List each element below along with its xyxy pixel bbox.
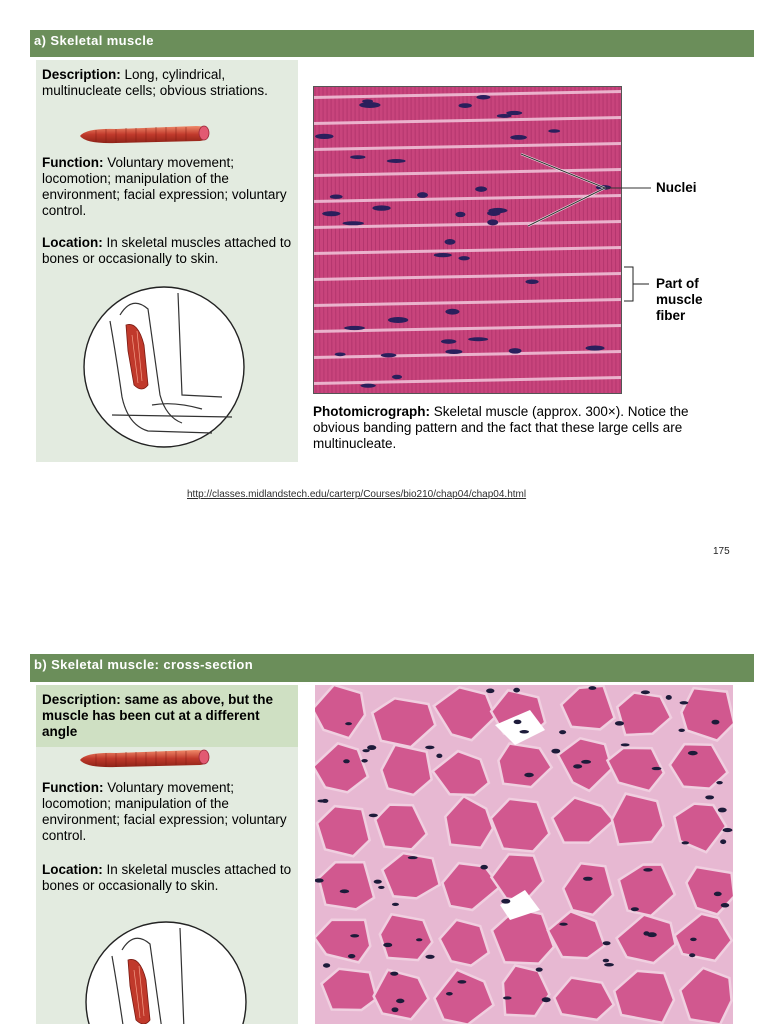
section-title: a) Skeletal muscle (34, 33, 154, 48)
location-block-b (42, 862, 292, 894)
section-header-skeletal-muscle (30, 30, 754, 57)
photomicrograph-cross-section (315, 685, 733, 1024)
location-text-b: In skeletal muscles attached to bones or occasionally to skin. (42, 862, 292, 893)
page-number: 175 (713, 546, 730, 557)
nuclei-pointer-lines (313, 86, 673, 394)
location-label: Location: (42, 235, 103, 250)
location-text: In skeletal muscles attached to bones or occasionally to skin. (42, 235, 292, 266)
description-label: Description: (42, 67, 121, 82)
label-muscle-fiber-line3: fiber (656, 308, 686, 323)
function-text-b: Voluntary movement; locomotion; manipulation of the environment; facial expression; voluntary control. (42, 780, 287, 843)
arm-illustration-b (84, 920, 248, 1024)
caption-text: Skeletal muscle (approx. 300×). Notice the obvious banding pattern and the fact that these large cells are multinucleate. (313, 404, 689, 451)
arm-illustration (82, 285, 246, 449)
label-muscle-fiber (656, 276, 736, 324)
photomicrograph-caption (313, 404, 713, 452)
function-block (42, 155, 297, 219)
location-label-b: Location: (42, 862, 103, 877)
function-text: Voluntary movement; locomotion; manipulation of the environment; facial expression; voluntary control. (42, 155, 287, 218)
section-title-b: b) Skeletal muscle: cross-section (34, 657, 254, 672)
label-muscle-fiber-line1: Part of (656, 276, 699, 291)
label-muscle-fiber-line2: muscle (656, 292, 703, 307)
section-header-cross-section (30, 654, 754, 682)
muscle-fiber-illustration-b (76, 744, 216, 772)
location-block (42, 235, 297, 267)
function-label-b: Function: (42, 780, 104, 795)
description-block-b (42, 692, 292, 740)
function-label: Function: (42, 155, 104, 170)
label-nuclei: Nuclei (656, 180, 697, 195)
description-text-b: Description: same as above, but the muscle has been cut at a different angle (42, 692, 274, 739)
muscle-fiber-illustration (76, 120, 216, 148)
description-text: Long, cylindrical, multinucleate cells; obvious striations. (42, 67, 268, 98)
source-link[interactable]: http://classes.midlandstech.edu/carterp/Courses/bio210/chap04/chap04.html (187, 489, 527, 500)
caption-label: Photomicrograph: (313, 404, 430, 419)
description-block (42, 67, 297, 99)
function-block-b (42, 780, 292, 844)
